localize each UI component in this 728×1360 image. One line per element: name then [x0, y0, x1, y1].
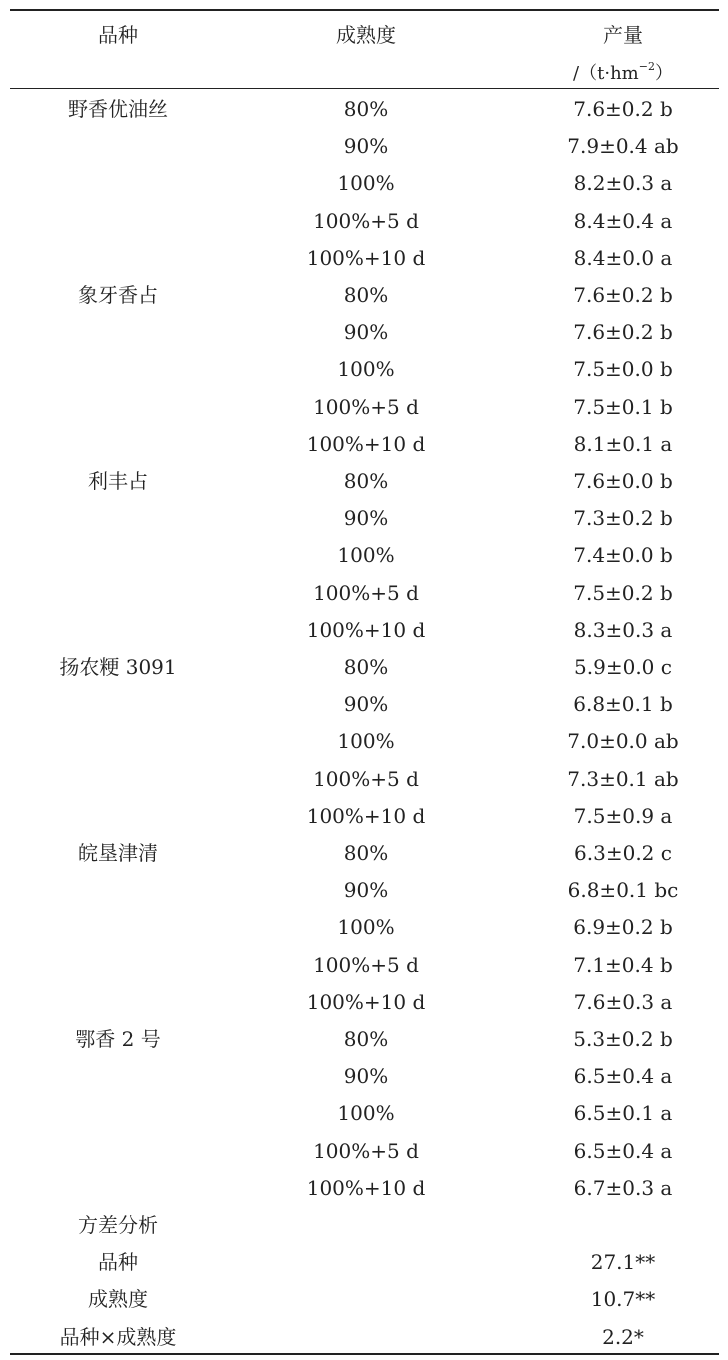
yield-cell: 8.2±0.3 a	[573, 171, 673, 196]
maturity-cell: 90%	[343, 1064, 389, 1089]
anova-factor-value: 27.1**	[590, 1250, 656, 1275]
bottom-rule	[10, 1353, 719, 1355]
yield-cell: 7.6±0.2 b	[573, 97, 673, 121]
yield-cell: 7.6±0.0 b	[573, 469, 673, 493]
yield-cell: 7.3±0.2 b	[573, 506, 673, 531]
variety-label: 鄂香 2 号	[75, 1027, 161, 1051]
maturity-cell: 100%+5 d	[313, 1138, 419, 1163]
yield-cell: 6.7±0.3 a	[573, 1175, 673, 1200]
variety-label: 象牙香占	[78, 283, 158, 307]
maturity-cell: 80%	[343, 97, 389, 121]
maturity-cell: 100%	[337, 543, 395, 568]
maturity-cell: 80%	[343, 841, 389, 865]
maturity-cell: 100%+10 d	[306, 1175, 426, 1200]
maturity-cell: 100%	[337, 729, 395, 754]
top-rule	[10, 9, 719, 11]
yield-cell: 5.9±0.0 c	[574, 655, 672, 679]
maturity-cell: 100%	[337, 915, 395, 940]
maturity-cell: 90%	[343, 134, 389, 159]
maturity-cell: 100%+5 d	[313, 766, 419, 791]
maturity-cell: 90%	[343, 692, 389, 717]
anova-factor-label: 成熟度	[88, 1287, 148, 1312]
yield-table	[10, 9, 719, 1355]
variety-label: 野香优油丝	[68, 97, 168, 121]
maturity-cell: 100%	[337, 357, 395, 382]
anova-title: 方差分析	[78, 1213, 158, 1237]
maturity-cell: 80%	[343, 283, 389, 307]
yield-cell: 8.1±0.1 a	[573, 431, 673, 456]
anova-factor-label: 品种×成熟度	[59, 1324, 177, 1349]
maturity-cell: 90%	[343, 878, 389, 903]
yield-cell: 7.9±0.4 ab	[567, 134, 679, 159]
header-yield-unit	[518, 56, 728, 87]
anova-factor-value: 2.2*	[602, 1324, 644, 1349]
yield-unit-exponent: −2	[638, 60, 655, 73]
yield-cell: 7.4±0.0 b	[573, 543, 673, 568]
yield-cell: 7.6±0.2 b	[573, 283, 673, 307]
yield-cell: 6.8±0.1 bc	[567, 878, 679, 903]
maturity-cell: 100%+10 d	[306, 617, 426, 642]
maturity-cell: 100%	[337, 171, 395, 196]
maturity-cell: 100%+5 d	[313, 952, 419, 977]
yield-cell: 6.9±0.2 b	[573, 915, 673, 940]
maturity-cell: 90%	[343, 506, 389, 531]
yield-cell: 6.3±0.2 c	[574, 841, 672, 865]
header-variety: 品种	[98, 23, 138, 47]
yield-unit-prefix: /（t·hm	[573, 63, 639, 84]
yield-cell: 7.5±0.2 b	[573, 580, 673, 605]
header-rule	[10, 88, 719, 89]
maturity-cell: 90%	[343, 320, 389, 345]
header-yield: 产量	[603, 23, 643, 47]
anova-factor-value: 10.7**	[590, 1287, 656, 1312]
yield-cell: 6.5±0.1 a	[573, 1101, 673, 1126]
maturity-cell: 100%	[337, 1101, 395, 1126]
variety-label: 扬农粳 3091	[59, 655, 177, 679]
maturity-cell: 100%+5 d	[313, 394, 419, 419]
yield-cell: 8.3±0.3 a	[573, 617, 673, 642]
maturity-cell: 100%+10 d	[306, 431, 426, 456]
yield-cell: 7.0±0.0 ab	[567, 729, 679, 754]
maturity-cell: 80%	[343, 655, 389, 679]
yield-cell: 7.1±0.4 b	[573, 952, 673, 977]
yield-cell: 8.4±0.0 a	[573, 245, 673, 270]
maturity-cell: 80%	[343, 1027, 389, 1051]
yield-cell: 6.8±0.1 b	[573, 692, 673, 717]
maturity-cell: 100%+10 d	[306, 245, 426, 270]
variety-label: 皖垦津清	[78, 841, 158, 865]
yield-cell: 5.3±0.2 b	[573, 1027, 673, 1051]
maturity-cell: 100%+5 d	[313, 580, 419, 605]
yield-unit-suffix: ）	[654, 63, 673, 84]
maturity-cell: 100%+10 d	[306, 989, 426, 1014]
yield-cell: 6.5±0.4 a	[573, 1064, 673, 1089]
yield-cell: 7.5±0.0 b	[573, 357, 673, 382]
maturity-cell: 100%+5 d	[313, 208, 419, 233]
yield-cell: 7.5±0.1 b	[573, 394, 673, 419]
maturity-cell: 80%	[343, 469, 389, 493]
anova-factor-label: 品种	[98, 1250, 138, 1275]
yield-cell: 8.4±0.4 a	[573, 208, 673, 233]
yield-cell: 7.6±0.2 b	[573, 320, 673, 345]
yield-cell: 7.3±0.1 ab	[567, 766, 679, 791]
maturity-cell: 100%+10 d	[306, 803, 426, 828]
yield-cell: 7.6±0.3 a	[573, 989, 673, 1014]
yield-cell: 7.5±0.9 a	[573, 803, 673, 828]
yield-cell: 6.5±0.4 a	[573, 1138, 673, 1163]
header-maturity: 成熟度	[336, 23, 396, 47]
variety-label: 利丰占	[88, 469, 148, 493]
